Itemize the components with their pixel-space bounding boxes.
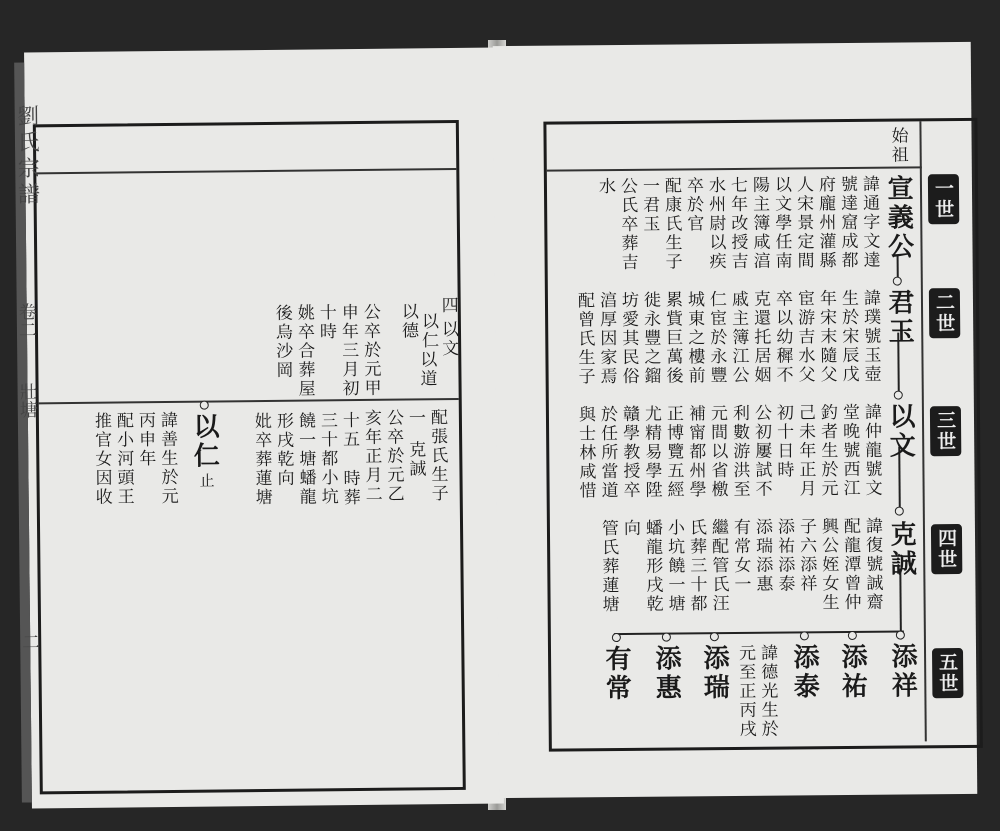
text-col: 生於宋辰戊 (837, 288, 859, 385)
text-col: 湻厚因家焉 (595, 291, 617, 387)
chapter-label: 卷二 (15, 302, 38, 339)
text-col: 添瑞添惠 (751, 517, 773, 594)
person-name: 克誠 (885, 520, 917, 579)
tree-node (894, 391, 903, 400)
text-col: 向 (619, 518, 641, 539)
text-col: 克還托居姻 (749, 289, 771, 385)
text-col: 一君玉 (638, 176, 660, 234)
text-col: 繼配管氏汪 (707, 518, 729, 614)
right-page (493, 42, 978, 798)
text-col: 堂晚號西江 (838, 402, 860, 499)
text-col: 配龍潭曾仲 (839, 516, 861, 613)
person-name: 宣義公 (882, 174, 914, 262)
text-col: 與士林咸惜 (574, 405, 596, 501)
person-name: 有常 (600, 644, 632, 704)
text-col: 元間以省檄 (706, 404, 728, 500)
person-name: 添祥 (886, 642, 918, 701)
text-col: 七年改授吉 (726, 175, 748, 272)
text-col: 推官女因收 (90, 411, 112, 507)
text-col: 以道 (416, 350, 437, 389)
text-col: 添祐添泰 (773, 517, 795, 594)
generation-badge: 五世 (932, 648, 963, 698)
text-col: 補甯都州學 (684, 404, 706, 500)
text-col: 申年三月初 (337, 303, 359, 399)
text-col: 卒以幼穉不 (771, 289, 793, 385)
generation-badge: 四世 (931, 524, 962, 574)
text-col: 累貲巨萬後 (661, 290, 683, 386)
text-col: 諱德光生於 (756, 643, 778, 739)
text-col: 城東之樓前 (683, 290, 705, 386)
page-number: 二 (19, 632, 41, 651)
text-col: 三十都小坑 (316, 411, 338, 507)
text-col: 以仁 (417, 312, 439, 351)
text-col: 十五 (338, 411, 360, 450)
text-col: 姚卒合葬屋 (293, 303, 315, 399)
tree-node (848, 631, 857, 640)
text-col: 正博覽五經 (662, 404, 684, 500)
text-col: 諱善生於元 (156, 410, 178, 507)
hall-name: 壯塘 (16, 382, 38, 419)
text-col: 於任所當道 (596, 405, 618, 501)
text-col: 有常女一 (729, 517, 751, 595)
text-col: 克誠 (405, 440, 426, 479)
text-col: 己未年正月 (794, 403, 816, 499)
text-col: 陽主簿咸湻 (748, 175, 770, 271)
text-col: 妣卒葬蓮塘 (250, 411, 272, 508)
text-col: 以文 (437, 319, 459, 359)
text-col: 公氏卒葬吉 (616, 176, 638, 273)
text-col: 蟠龍形戌乾 (641, 518, 663, 614)
text-col: 贛學教授卒 (618, 404, 640, 501)
text-col: 一 (404, 408, 426, 428)
text-col: 公初屢試不 (750, 403, 772, 499)
text-col: 四 (437, 295, 458, 316)
text-col: 配小河頭王 (112, 411, 134, 507)
text-col: 諱通字文達 (858, 174, 880, 270)
text-col: 興公姪女生 (817, 517, 839, 613)
left-page (13, 48, 504, 809)
tree-node (710, 632, 719, 641)
text-col: 配張氏生子 (426, 408, 448, 504)
text-col: 子六添祥 (795, 517, 817, 594)
text-col: 徙永豐之鎦 (639, 290, 661, 386)
header-label: 始祖 (887, 126, 908, 165)
text-col: 配康氏生子 (660, 176, 682, 272)
text-col: 元至正丙戌 (734, 643, 756, 740)
person-name: 以文 (884, 402, 916, 461)
text-col: 卒於官 (682, 176, 704, 234)
text-col: 水 (594, 177, 616, 197)
text-col: 號達窟成都 (836, 174, 858, 271)
text-col: 戚主簿江公 (727, 289, 749, 386)
text-col: 公卒於元乙 (382, 408, 404, 504)
tree-node (893, 277, 902, 286)
text-col: 尤精易學陞 (640, 404, 662, 500)
person-name: 君玉 (883, 288, 915, 347)
person-name: 添祐 (836, 642, 868, 702)
text-col: 亥年正月二 (360, 408, 382, 504)
person-name: 添惠 (650, 644, 682, 703)
tree-node (612, 633, 621, 642)
text-col: 丙申年 (134, 411, 156, 469)
tree-node (800, 631, 809, 640)
text-col: 以德 (397, 302, 419, 341)
generation-badge: 一世 (928, 174, 959, 224)
tree-node (662, 633, 671, 642)
text-col: 利數游洪至 (728, 403, 750, 500)
generation-badge: 二世 (929, 288, 960, 338)
text-col: 諱璞號玉壺 (859, 288, 881, 384)
text-col: 人宋景定間 (792, 175, 814, 271)
text-col: 公卒於元甲 (359, 302, 381, 398)
line-end-note: 止 (197, 472, 216, 488)
text-col: 小坑饒一塘 (663, 518, 685, 614)
text-col: 宦游吉水父 (793, 289, 815, 385)
text-col: 以文學任南 (770, 175, 792, 271)
text-col: 釣者生於元 (816, 403, 838, 499)
text-col: 諱復號誠齋 (861, 516, 883, 612)
person-name: 添瑞 (698, 644, 730, 703)
book-title: 劉氏宗譜 (13, 104, 40, 209)
text-col: 諱仲龍號文 (860, 402, 882, 498)
text-col: 管氏葬蓮塘 (597, 519, 619, 615)
text-col: 坊愛其民俗 (617, 290, 639, 387)
text-col: 饒一塘蟠龍 (294, 411, 316, 507)
text-col: 形戌乾向 (272, 411, 294, 488)
text-col: 水州尉以疾 (704, 176, 726, 272)
text-col: 時葬 (339, 469, 360, 508)
generation-badge: 三世 (930, 406, 961, 456)
text-col: 十時 (315, 303, 337, 342)
tree-node (895, 507, 904, 516)
text-col: 年宋末隨父 (815, 289, 837, 385)
text-col: 初十日時 (772, 403, 794, 480)
text-col: 後烏沙岡 (271, 303, 293, 380)
tree-node (200, 401, 209, 410)
tree-node (896, 631, 905, 640)
text-col: 仁宦於永豐 (705, 290, 727, 386)
text-col: 府龐州灌縣 (814, 175, 836, 271)
text-col: 氏葬三十都 (685, 518, 707, 614)
person-name: 添泰 (788, 643, 820, 702)
person-name: 以仁 (188, 412, 220, 471)
text-col: 配曾氏生子 (573, 291, 595, 387)
